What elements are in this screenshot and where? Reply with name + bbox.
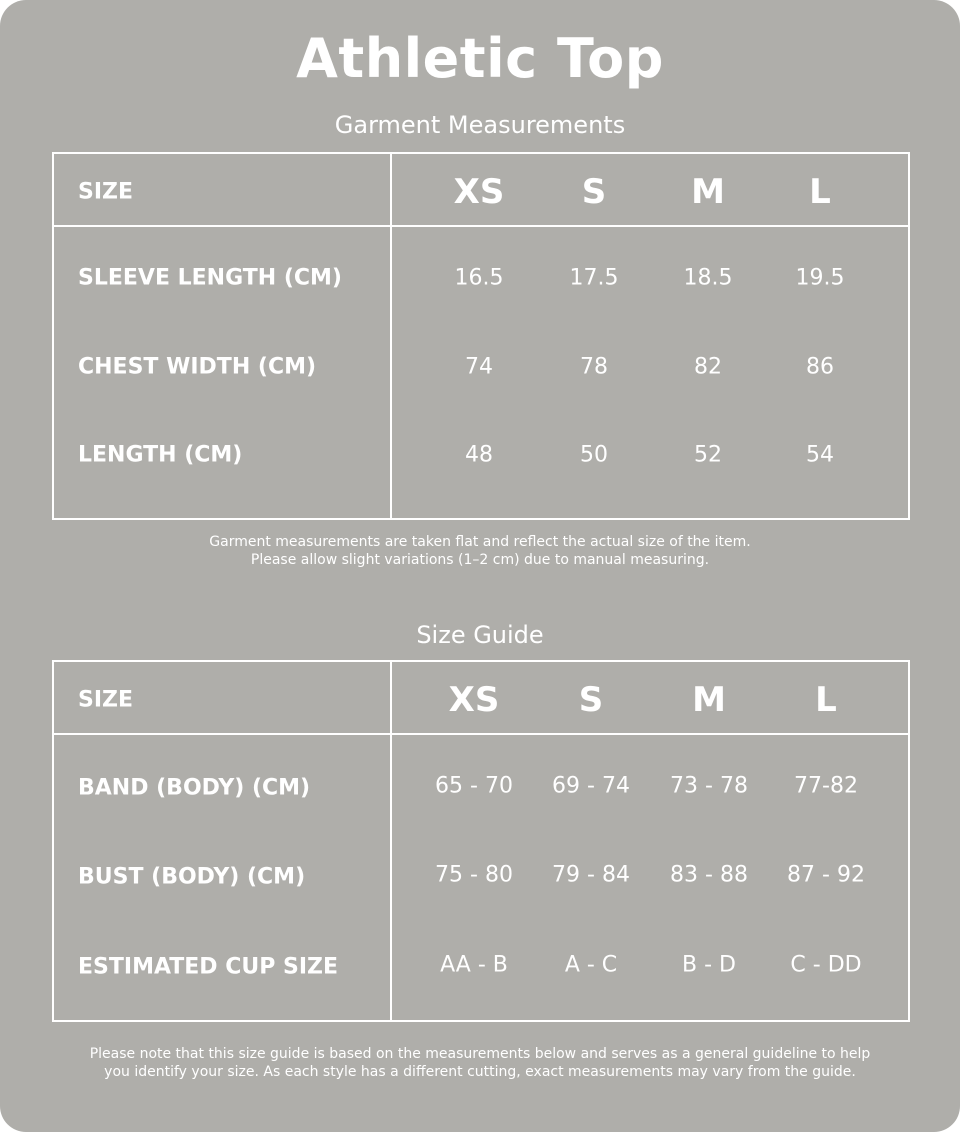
table-cell: 77-82: [794, 773, 858, 799]
table-cell: 65 - 70: [435, 773, 513, 799]
size-header-m: M: [692, 680, 726, 720]
size-header-l: L: [815, 680, 837, 720]
size-header-label: SIZE: [78, 179, 134, 205]
header-divider: [54, 225, 908, 227]
size-guide-note-line-2: you identify your size. As each style has a different cutting, exact measurements may vary from the guide.: [104, 1064, 856, 1080]
table-cell: B - D: [682, 952, 736, 978]
table-cell: 75 - 80: [435, 862, 513, 888]
garment-measurements-heading: Garment Measurements: [334, 111, 626, 139]
size-guide-note-line-1: Please note that this size guide is based on the measurements below and serves as a general guideline to help: [89, 1046, 871, 1062]
size-header-m: M: [691, 172, 725, 212]
table-cell: 83 - 88: [670, 862, 748, 888]
table-cell: 86: [806, 354, 834, 380]
table-cell: 73 - 78: [670, 773, 748, 799]
size-header-xs: XS: [448, 680, 500, 720]
table-cell: AA - B: [440, 952, 508, 978]
row-label-band: BAND (BODY) (CM): [78, 775, 311, 801]
row-label-chest-width: CHEST WIDTH (CM): [78, 354, 317, 380]
table-cell: 18.5: [683, 265, 733, 291]
size-guide-table: [52, 660, 910, 1022]
garment-note-line-1: Garment measurements are taken flat and reflect the actual size of the item.: [209, 534, 751, 550]
size-guide-heading: Size Guide: [416, 621, 544, 649]
table-cell: 48: [465, 442, 493, 468]
table-cell: 16.5: [454, 265, 504, 291]
table-cell: 69 - 74: [552, 773, 630, 799]
size-header-xs: XS: [453, 172, 505, 212]
column-divider: [390, 154, 392, 518]
row-label-length: LENGTH (CM): [78, 442, 243, 468]
table-cell: 79 - 84: [552, 862, 630, 888]
size-header-s: S: [581, 172, 607, 212]
table-cell: 19.5: [795, 265, 845, 291]
table-cell: 54: [806, 442, 834, 468]
table-cell: A - C: [564, 952, 618, 978]
table-cell: 52: [694, 442, 722, 468]
table-cell: 50: [580, 442, 608, 468]
row-label-estimated-cup-size: ESTIMATED CUP SIZE: [78, 954, 339, 980]
column-divider: [390, 662, 392, 1020]
size-header-l: L: [809, 172, 831, 212]
table-cell: C - DD: [790, 952, 862, 978]
size-header-label: SIZE: [78, 687, 134, 713]
garment-measurements-table: [52, 152, 910, 520]
table-cell: 87 - 92: [787, 862, 865, 888]
table-cell: 78: [580, 354, 608, 380]
header-divider: [54, 733, 908, 735]
page-title: Athletic Top: [296, 27, 664, 90]
row-label-sleeve-length: SLEEVE LENGTH (CM): [78, 265, 342, 291]
table-cell: 74: [465, 354, 493, 380]
table-cell: 17.5: [569, 265, 619, 291]
size-header-s: S: [578, 680, 604, 720]
row-label-bust: BUST (BODY) (CM): [78, 864, 306, 890]
table-cell: 82: [694, 354, 722, 380]
garment-note-line-2: Please allow slight variations (1–2 cm) due to manual measuring.: [250, 552, 710, 568]
